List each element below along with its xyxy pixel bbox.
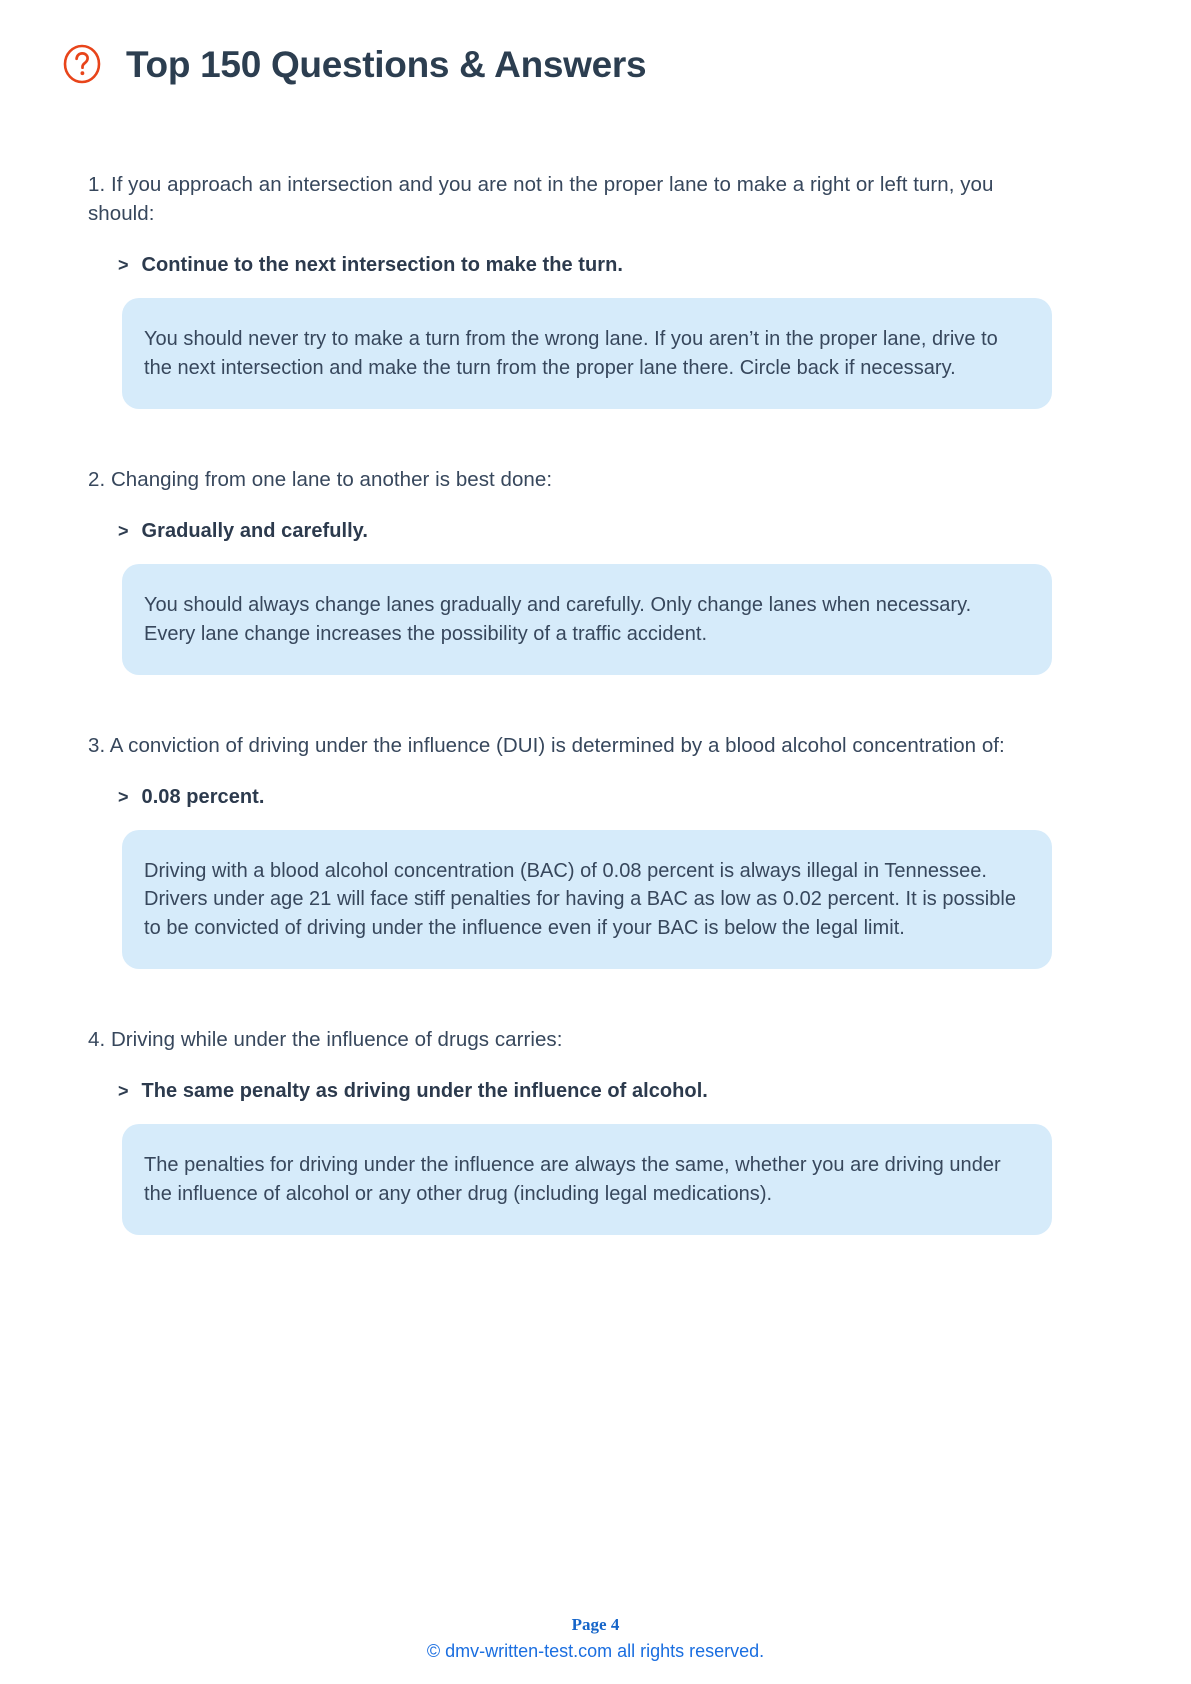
spacer (88, 675, 1048, 731)
explanation-box (122, 830, 1052, 969)
answer-marker-icon: > (118, 787, 129, 807)
copyright-notice: © dmv-written-test.com all rights reserved. (426, 1640, 765, 1661)
qa-item (88, 1025, 1048, 1235)
answer-marker-icon: > (118, 521, 129, 542)
answer-row (88, 1078, 1048, 1104)
page-header (0, 44, 1191, 84)
question-text: 2. Changing from one lane to another is best done: (88, 468, 553, 491)
explanation-text: You should never try to make a turn from the wrong lane. If you aren’t in the proper lane, drive to the next intersection and make the turn from the proper lane there. Circle back if necessary. (144, 328, 998, 379)
spacer (88, 409, 1048, 465)
answer-marker-icon: > (118, 255, 129, 276)
qa-item (88, 170, 1048, 409)
question-text: 3. A conviction of driving under the influence (DUI) is determined by a blood alcohol concentration of: (88, 733, 1005, 757)
page-number-label: Page 4 (571, 1615, 620, 1635)
page-title: Top 150 Questions & Answers (126, 43, 647, 85)
question-text: 4. Driving while under the influence of drugs carries: (88, 1028, 563, 1052)
answer-row (88, 784, 1048, 810)
answer-text: 0.08 percent. (141, 786, 265, 808)
qa-item (88, 465, 1048, 675)
qa-item (88, 731, 1048, 969)
answer-text: The same penalty as driving under the influence of alcohol. (141, 1080, 708, 1103)
qa-list (88, 170, 1048, 1235)
spacer (88, 969, 1048, 1025)
answer-row (88, 518, 1048, 544)
explanation-box (122, 1124, 1052, 1235)
explanation-box (122, 298, 1052, 409)
answer-marker-icon: > (118, 1081, 129, 1102)
question-mark-circle-icon (62, 44, 102, 84)
explanation-text: You should always change lanes gradually and carefully. Only change lanes when necessary. Every lane change increases the possibility of a traffic accident. (144, 594, 972, 645)
answer-row (88, 252, 1048, 278)
answer-text: Continue to the next intersection to make the turn. (141, 254, 623, 277)
answer-text: Gradually and carefully. (141, 520, 368, 543)
question-text: 1. If you approach an intersection and you are not in the proper lane to make a right or left turn, you should: (88, 173, 994, 226)
page-footer (0, 1613, 1191, 1664)
explanation-box (122, 564, 1052, 675)
explanation-text: Driving with a blood alcohol concentration (BAC) of 0.08 percent is always illegal in Tennessee. Drivers under age 21 will face stiff penalties for having a BAC as low as 0.02 percent. It is possible to be convicted of driving under the influence even if your BAC is below the legal limit. (144, 860, 1017, 939)
explanation-text: The penalties for driving under the influence are always the same, whether you are driving under the influence of alcohol or any other drug (including legal medications). (144, 1154, 1001, 1205)
